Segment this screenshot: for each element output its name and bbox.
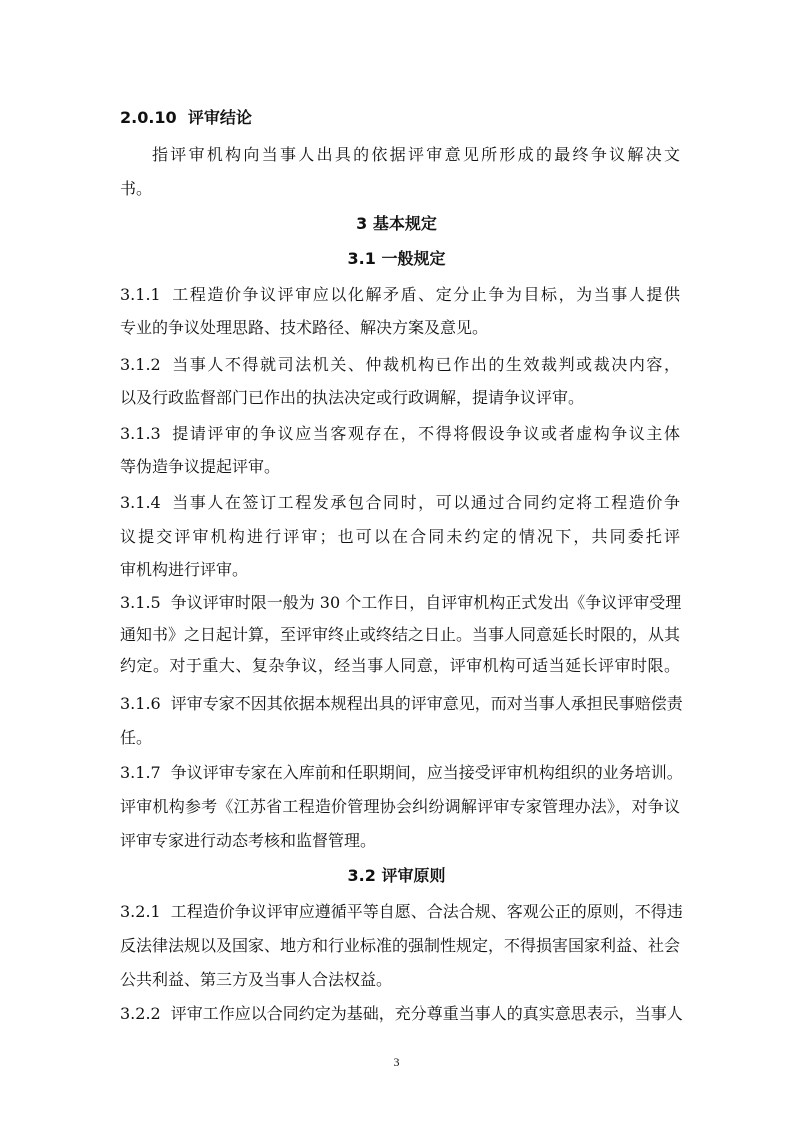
section-heading-2-0-10 [120, 108, 680, 128]
chapter-heading: 3 基本规定 [356, 214, 437, 233]
clause-number: 3.1.4 [120, 493, 161, 512]
paragraph-line: 通知书》之日起计算，至评审终止或终结之日止。当事人同意延长时限的，从其 [120, 625, 681, 644]
clause-number: 3.1.1 [120, 285, 161, 304]
section-number: 2.0.10 [120, 108, 177, 127]
paragraph-line: 评审机构参考《江苏省工程造价管理协会纠纷调解评审专家管理办法》，对争议 [120, 797, 680, 816]
clause-3-2-1: 3.2.1 工程造价争议评审应遵循平等自愿、合法合规、客观公正的原则，不得违 [120, 902, 683, 921]
section-heading-3-2: 3.2 评审原则 [347, 866, 446, 885]
paragraph-line: 专业的争议处理思路、技术路径、解决方案及意见。 [120, 318, 489, 337]
paragraph-line: 指评审机构向当事人出具的依据评审意见所形成的最终争议解决文 [152, 145, 680, 164]
clause-3-1-2: 3.1.2 当事人不得就司法机关、仲裁机构已作出的生效裁判或裁决内容， [120, 355, 680, 374]
paragraph-line: 审机构进行评审。 [120, 560, 249, 579]
clause-number: 3.1.2 [120, 355, 161, 374]
paragraph-line: 评审专家进行动态考核和监督管理。 [120, 831, 377, 850]
page-number: 3 [393, 1055, 400, 1069]
paragraph-line: 议提交评审机构进行评审；也可以在合同未约定的情况下，共同委托评 [120, 527, 680, 546]
clause-3-1-6: 3.1.6 评审专家不因其依据本规程出具的评审意见，而对当事人承担民事赔偿责 [120, 694, 683, 713]
clause-number: 3.1.3 [120, 424, 161, 443]
section-title: 评审结论 [187, 108, 252, 127]
paragraph-line: 以及行政监督部门已作出的执法决定或行政调解，提请争议评审。 [120, 388, 585, 407]
paragraph-line: 书。 [120, 179, 153, 198]
paragraph-line: 反法律法规以及国家、地方和行业标准的强制性规定，不得损害国家利益、社会 [120, 936, 681, 955]
clause-3-1-4: 3.1.4 当事人在签订工程发承包合同时，可以通过合同约定将工程造价争 [120, 493, 680, 512]
clause-number: 3.1.7 [120, 763, 161, 782]
clause-3-2-2: 3.2.2 评审工作应以合同约定为基础，充分尊重当事人的真实意思表示，当事人 [120, 1004, 683, 1023]
clause-3-1-7: 3.1.7 争议评审专家在入库前和任职期间，应当接受评审机构组织的业务培训。 [120, 763, 683, 782]
clause-number: 3.2.1 [120, 902, 161, 921]
paragraph-line: 等伪造争议提起评审。 [120, 457, 281, 476]
clause-number: 3.2.2 [120, 1004, 161, 1023]
clause-3-1-1: 3.1.1 工程造价争议评审应以化解矛盾、定分止争为目标，为当事人提供 [120, 285, 680, 304]
clause-3-1-3: 3.1.3 提请评审的争议应当客观存在，不得将假设争议或者虚构争议主体 [120, 424, 680, 443]
section-heading-3-1: 3.1 一般规定 [347, 249, 446, 268]
clause-number: 3.1.5 [120, 593, 161, 612]
paragraph-line: 公共利益、第三方及当事人合法权益。 [120, 970, 393, 989]
paragraph-line: 任。 [120, 728, 153, 747]
clause-3-1-5: 3.1.5 争议评审时限一般为 30 个工作日，自评审机构正式发出《争议评审受理 [120, 593, 682, 612]
clause-number: 3.1.6 [120, 694, 161, 713]
paragraph-line: 约定。对于重大、复杂争议，经当事人同意，评审机构可适当延长评审时限。 [120, 656, 680, 675]
